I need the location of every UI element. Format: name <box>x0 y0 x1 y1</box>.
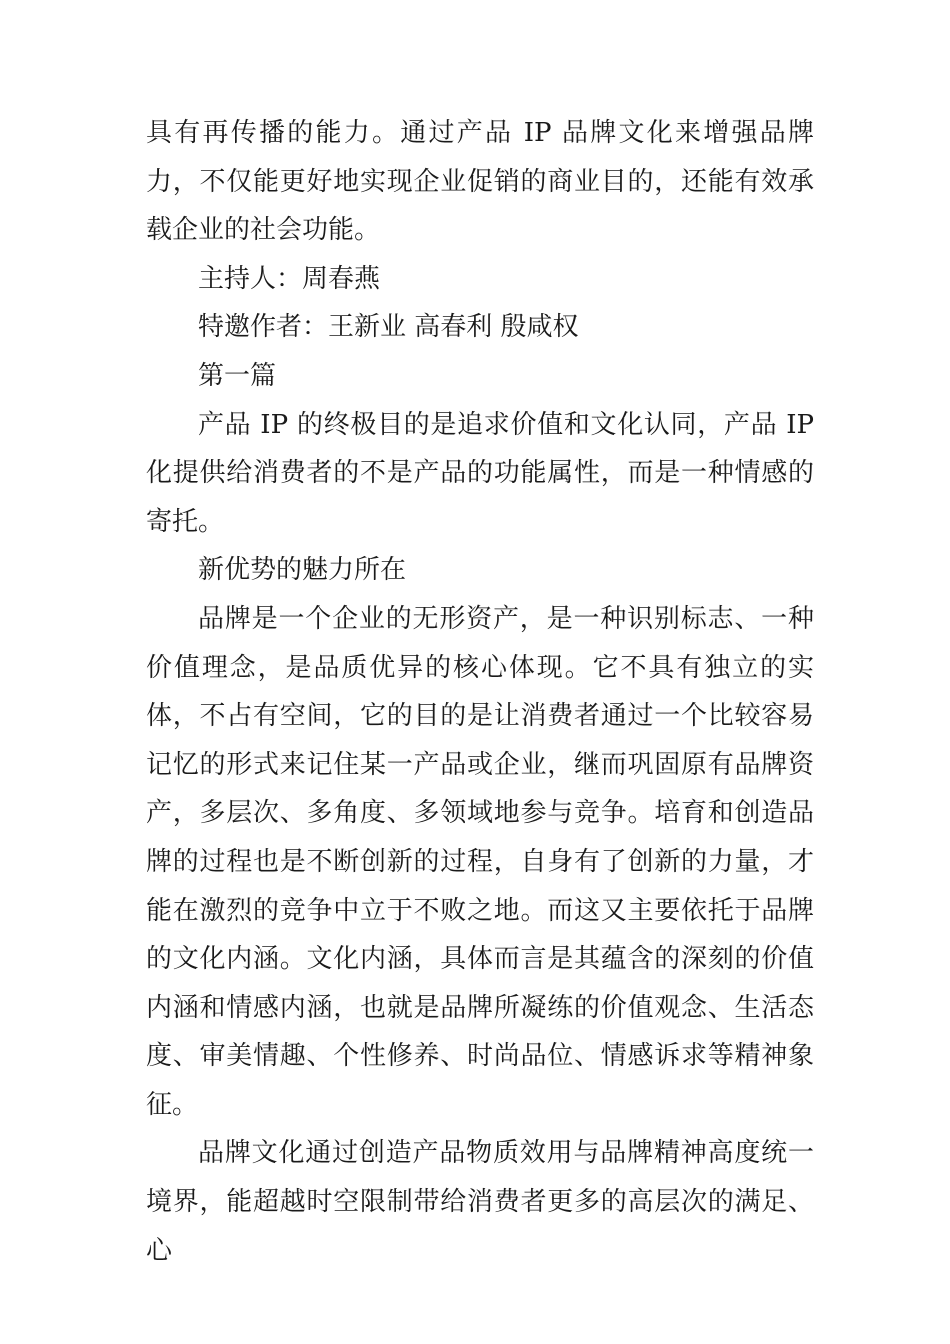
host-line: 主持人：周春燕 <box>198 263 381 294</box>
part-one-heading: 第一篇 <box>198 360 277 391</box>
paragraph-continuation: 具有再传播的能力。通过产品 IP 品牌文化来增强品牌力，不仅能更好地实现企业促销的商业目的，还能有效承载企业的社会功能。 <box>146 118 814 246</box>
paragraph-brand-culture: 品牌文化通过创造产品物质效用与品牌精神高度统一境界，能超越时空限制带给消费者更多的高层次的满足、心 <box>146 1138 814 1266</box>
paragraph-intro: 产品 IP 的终极目的是追求价值和文化认同，产品 IP 化提供给消费者的不是产品的功能属性，而是一种情感的寄托。 <box>146 409 814 537</box>
guest-authors-line: 特邀作者：王新业 高春利 殷咸权 <box>198 312 579 343</box>
section-heading: 新优势的魅力所在 <box>198 555 407 586</box>
paragraph-brand-asset: 品牌是一个企业的无形资产，是一种识别标志、一种价值理念，是品质优异的核心体现。它不具有独立的实体，不占有空间，它的目的是让消费者通过一个比较容易记忆的形式来记住某一产品或企业，继而巩固原有品牌资产，多层次、多角度、多领域地参与竞争。培育和创造品牌的过程也是不断创新的过程，自身有了创新的力量，才能在激烈的竞争中立于不败之地。而这又主要依托于品牌的文化内涵。文化内涵，具体而言是其蕴含的深刻的价值内涵和情感内涵，也就是品牌所凝练的价值观念、生活态度、审美情趣、个性修养、时尚品位、情感诉求等精神象征。 <box>146 603 814 1120</box>
document-body <box>146 109 814 1275</box>
